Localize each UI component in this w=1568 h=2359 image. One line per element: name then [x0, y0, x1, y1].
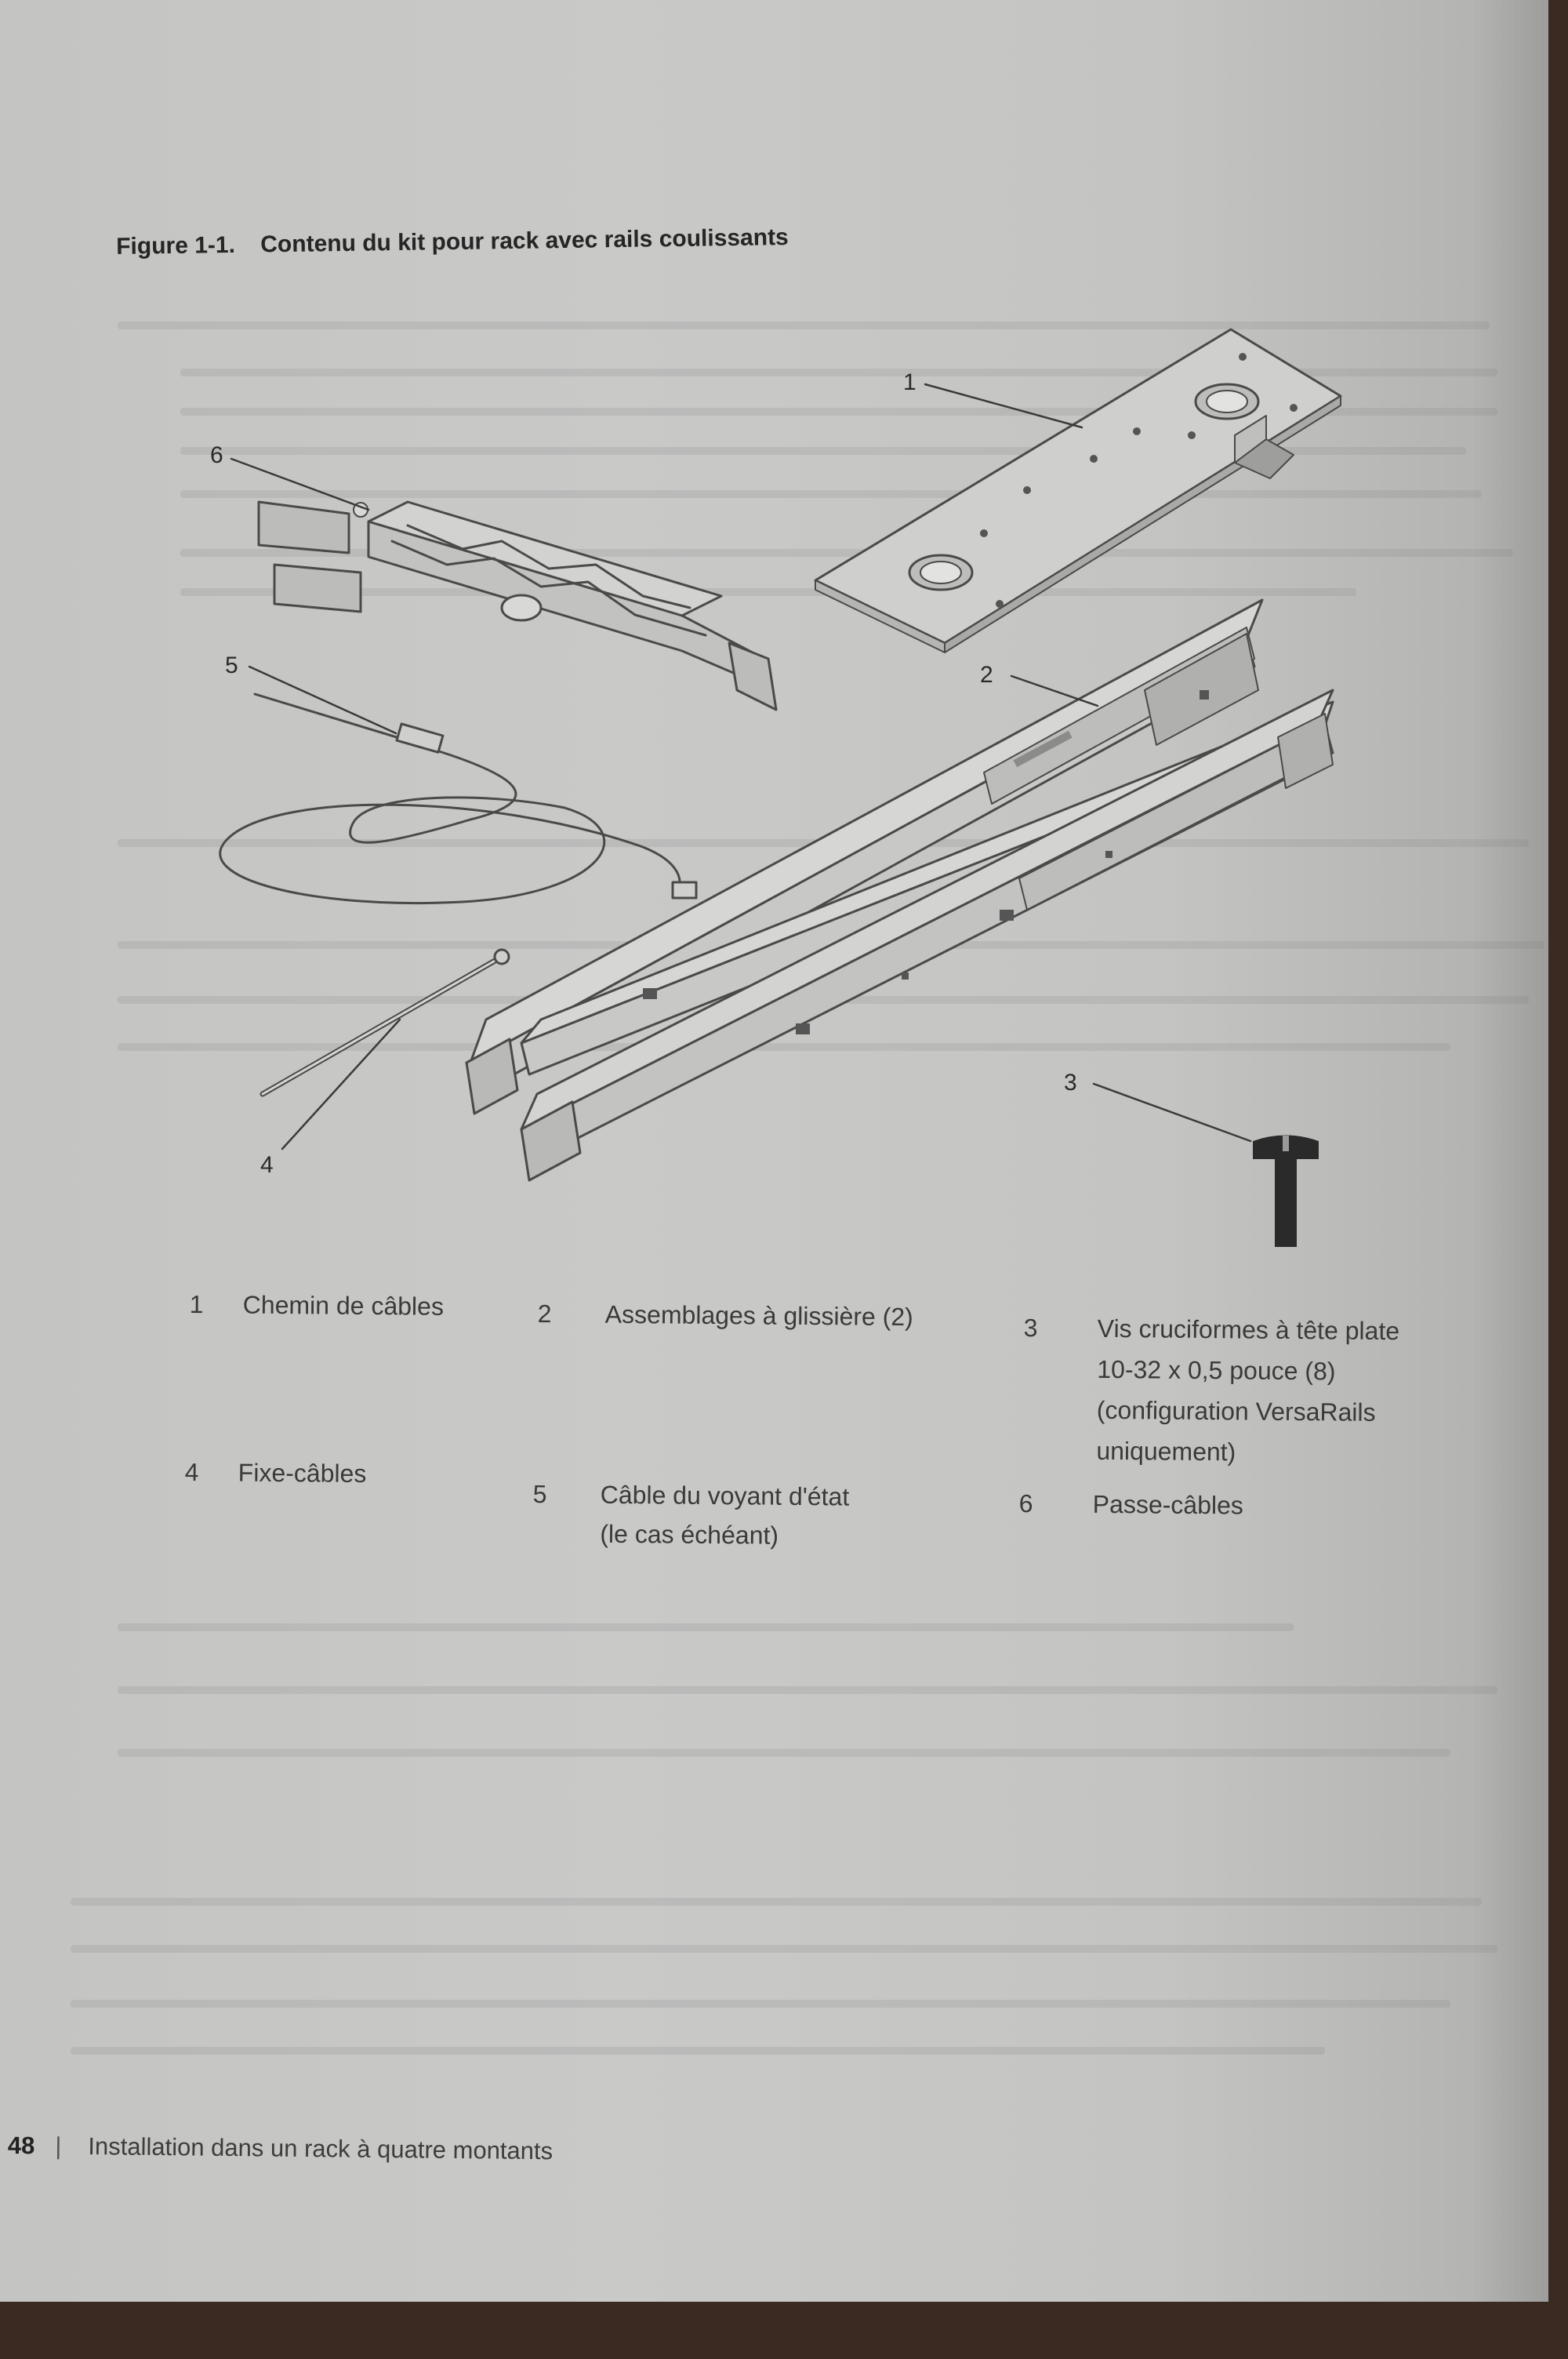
legend-number: 6 [1018, 1488, 1033, 1518]
callout-6: 6 [210, 442, 223, 468]
callout-1: 1 [903, 369, 916, 395]
figure-number: Figure 1-1. [116, 231, 236, 260]
legend-label: (le cas échéant) [600, 1519, 779, 1550]
legend-label: Chemin de câbles [242, 1290, 445, 1321]
legend-number: 1 [189, 1289, 204, 1319]
legend-label: 10-32 x 0,5 pouce (8) [1097, 1354, 1336, 1386]
callout-5: 5 [225, 652, 238, 678]
callout-2: 2 [980, 662, 993, 688]
legend-number: 2 [537, 1299, 552, 1329]
legend-label: Passe-câbles [1092, 1489, 1244, 1520]
callout-3: 3 [1064, 1070, 1077, 1096]
legend-label: uniquement) [1096, 1436, 1236, 1467]
figure-title: Contenu du kit pour rack avec rails coulissants [260, 224, 789, 258]
section-title: Installation dans un rack à quatre montants [88, 2132, 554, 2165]
legend-number: 4 [184, 1457, 199, 1487]
screw-drawing [1253, 1136, 1319, 1248]
callout-4: 4 [260, 1152, 274, 1178]
footer-separator: | [55, 2132, 62, 2160]
cable-pass-drawing [259, 502, 776, 710]
legend-number: 3 [1023, 1313, 1038, 1343]
page-footer [8, 2132, 554, 2165]
legend-label: Assemblages à glissière (2) [604, 1299, 913, 1332]
legend-number: 5 [532, 1479, 547, 1509]
legend-label: Câble du voyant d'état [600, 1480, 850, 1511]
legend-label: Vis cruciformes à tête plate [1097, 1314, 1400, 1346]
page-number: 48 [7, 2132, 35, 2160]
legend-label: (configuration VersaRails [1096, 1395, 1376, 1427]
legend-label: Fixe-câbles [238, 1458, 367, 1488]
status-cable-drawing [220, 694, 696, 903]
slide-rail-drawing [466, 600, 1333, 1180]
